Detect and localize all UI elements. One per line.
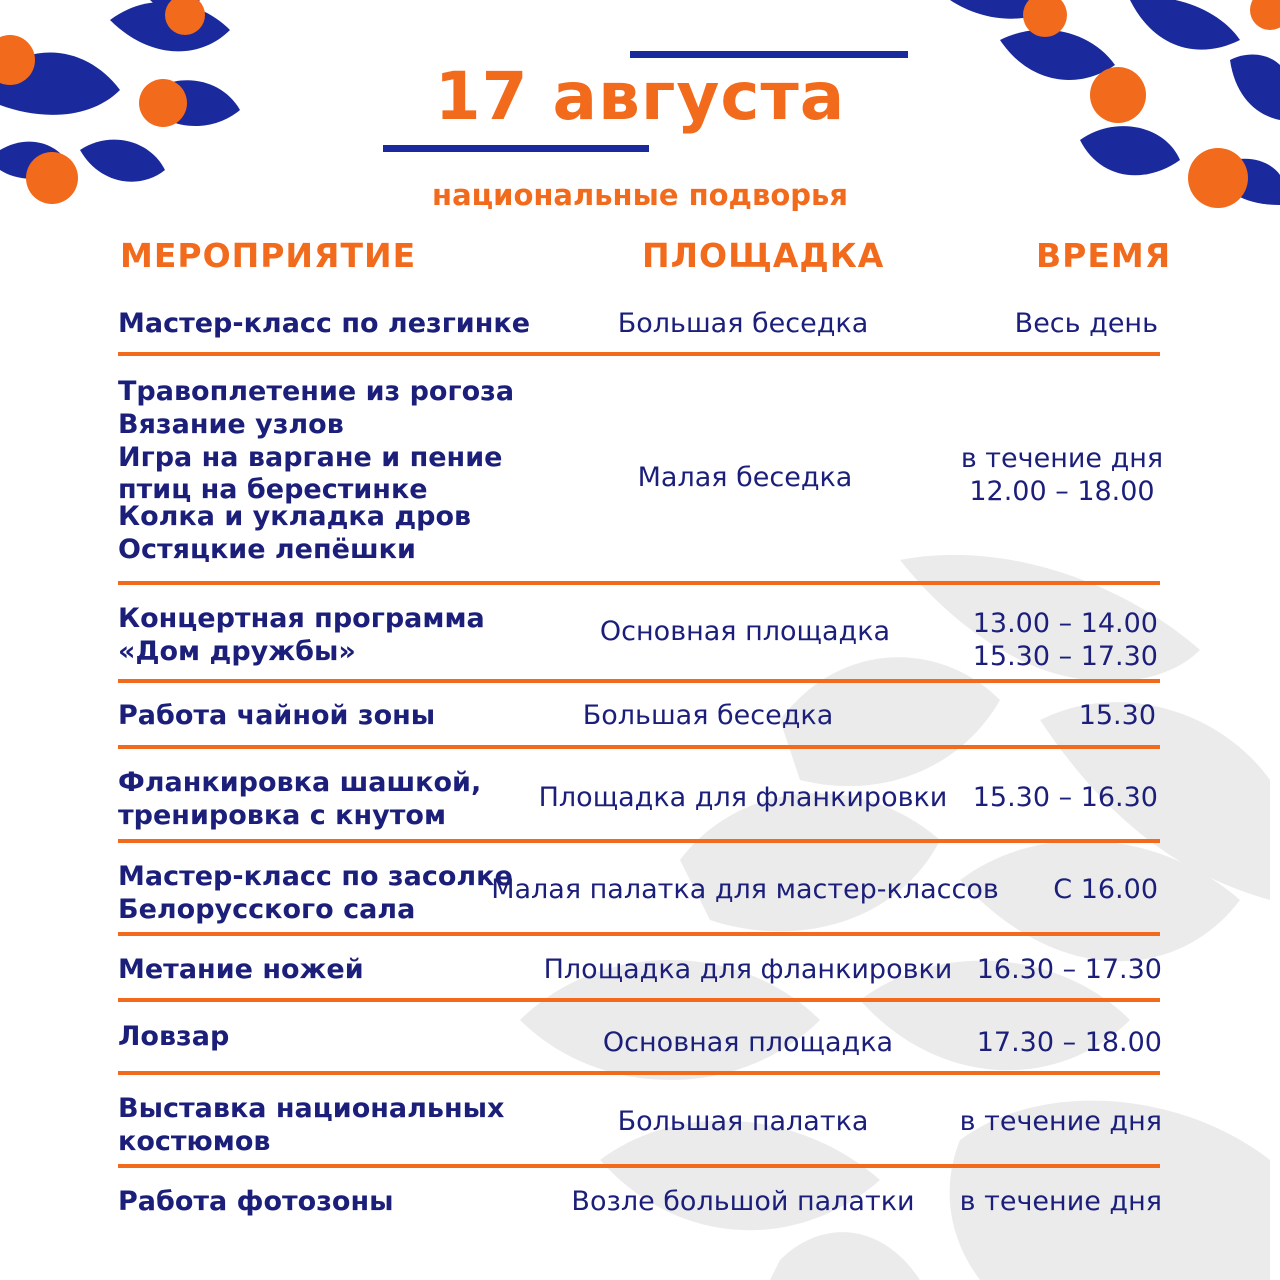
time: 15.30 – 16.30: [972, 782, 1158, 813]
venue: Площадка для фланкировки: [543, 954, 953, 985]
event-name: Концертная программа «Дом дружбы»: [118, 603, 485, 667]
event-name: Фланкировка шашкой, тренировка с кнутом: [118, 767, 482, 831]
venue: Малая беседка: [637, 462, 853, 493]
time: в течение дня: [959, 1186, 1162, 1217]
time: 17.30 – 18.00: [976, 1027, 1162, 1058]
row-divider: [118, 998, 1160, 1002]
row-divider: [118, 1071, 1160, 1075]
venue: Малая палатка для мастер-классов: [491, 874, 999, 905]
event-name: Работа фотозоны: [118, 1186, 394, 1217]
venue: Основная площадка: [602, 1027, 894, 1058]
venue: Возле большой палатки: [571, 1186, 915, 1217]
venue: Большая беседка: [582, 700, 834, 731]
event-name: Ловзар: [118, 1021, 230, 1052]
time: 15.30: [1078, 700, 1156, 731]
row-divider: [118, 581, 1160, 585]
event-name: Травоплетение из рогоза Вязание узлов Игра на варгане и пение птиц на берестинке Колка и укладка дров Остяцкие лепёшки: [118, 376, 515, 565]
column-header-place: ПЛОЩАДКА: [642, 236, 885, 275]
row-divider: [118, 932, 1160, 936]
page-title: 17 августа: [434, 58, 846, 135]
time: 13.00 – 14.00 15.30 – 17.30: [972, 608, 1158, 672]
row-divider: [118, 352, 1160, 356]
venue: Основная площадка: [599, 616, 891, 647]
time: Весь день: [1014, 308, 1158, 339]
column-header-time: ВРЕМЯ: [1036, 236, 1172, 275]
row-divider: [118, 745, 1160, 749]
event-name: Мастер-класс по засолке Белорусского сала: [118, 861, 513, 925]
row-divider: [118, 839, 1160, 843]
time: в течение дня 12.00 – 18.00: [960, 443, 1164, 507]
venue: Большая палатка: [617, 1106, 869, 1137]
row-divider: [118, 679, 1160, 683]
event-name: Мастер-класс по лезгинке: [118, 308, 531, 339]
column-header-event: МЕРОПРИЯТИЕ: [120, 236, 417, 275]
header-line-top: [630, 51, 908, 58]
row-divider: [118, 1164, 1160, 1168]
venue: Площадка для фланкировки: [538, 782, 948, 813]
time: 16.30 – 17.30: [976, 954, 1162, 985]
venue: Большая беседка: [617, 308, 869, 339]
event-name: Метание ножей: [118, 954, 364, 985]
header-line-bottom: [383, 145, 649, 152]
page-subtitle: национальные подворья: [432, 178, 848, 212]
time: в течение дня: [959, 1106, 1162, 1137]
event-name: Выставка национальных костюмов: [118, 1093, 505, 1157]
time: С 16.00: [1053, 874, 1158, 905]
event-name: Работа чайной зоны: [118, 700, 436, 731]
